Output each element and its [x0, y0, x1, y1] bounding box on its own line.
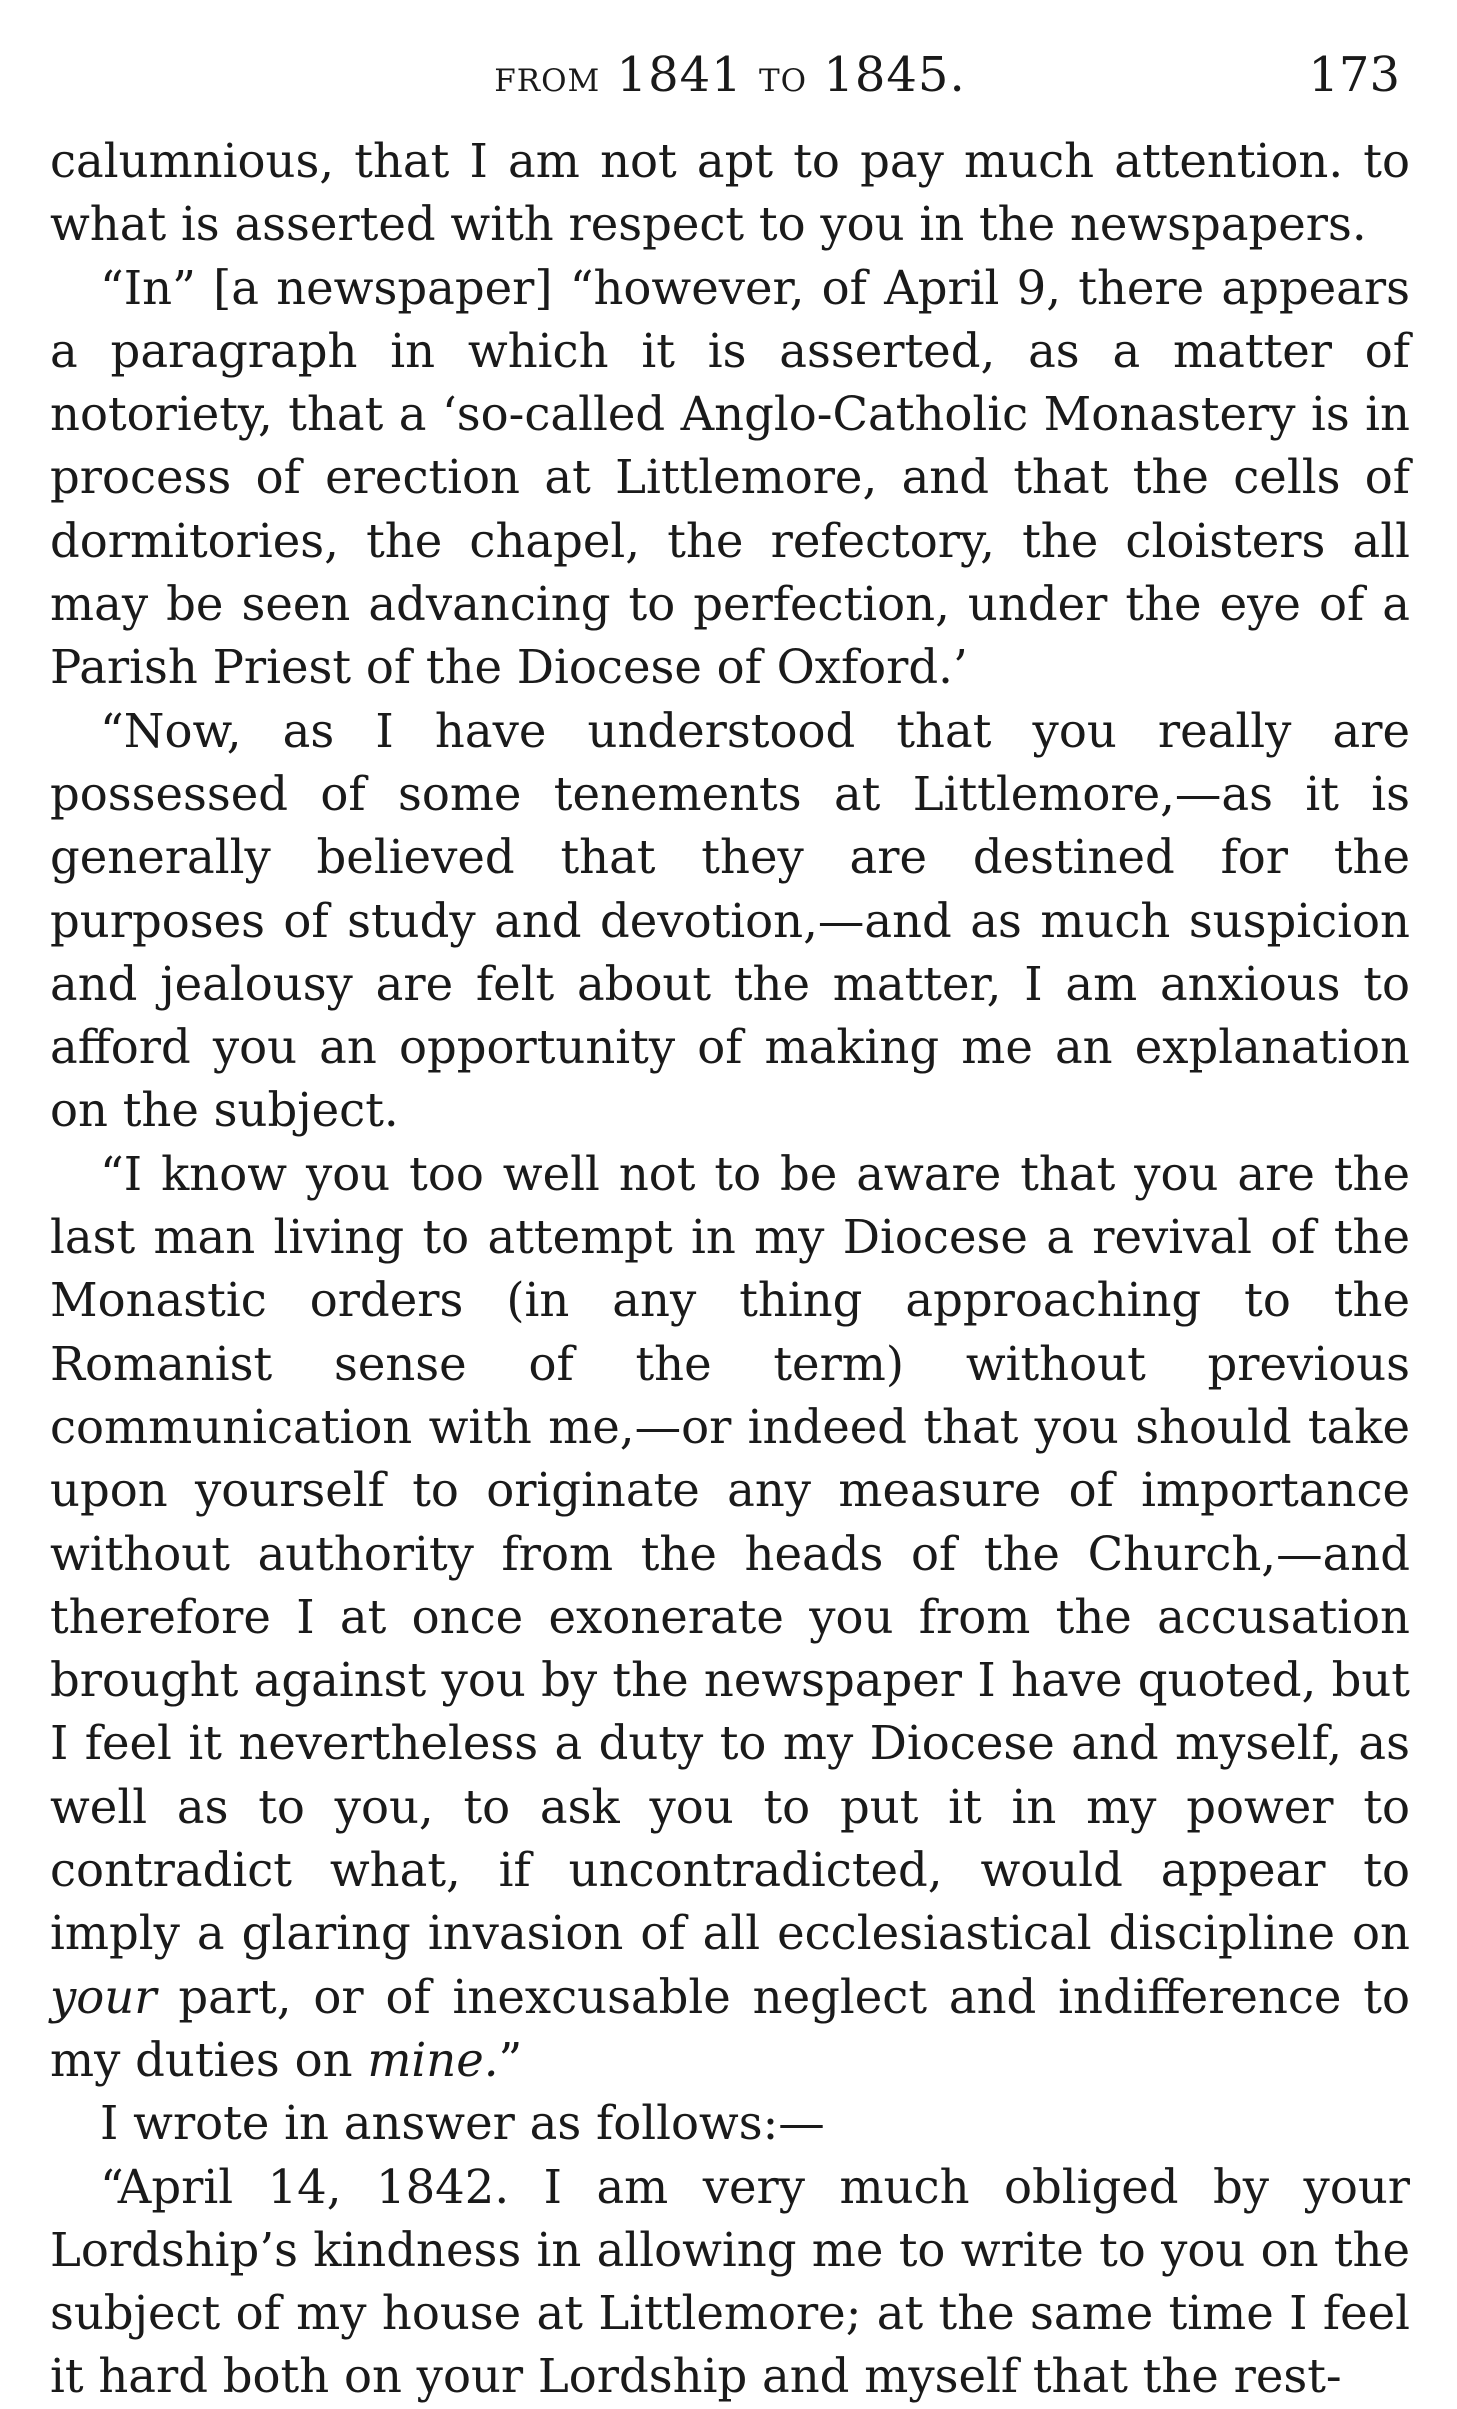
paragraph-p6 — [50, 2156, 1410, 2409]
paragraph-p5 — [50, 2092, 1410, 2155]
italic-text: mine. — [367, 2032, 499, 2087]
running-head-from: from — [494, 51, 601, 102]
text-segment: “April 14, 1842. I am very much obliged by your Lordship’s kindness in allowing me to write to you on the subject of my house at Littlemore; at the same time I feel it hard both on your Lordship and myself that the rest- — [50, 2159, 1410, 2404]
paragraph-p4 — [50, 1143, 1410, 2092]
paragraph-p1 — [50, 130, 1410, 257]
text-segment: I wrote in answer as follows:— — [100, 2096, 825, 2151]
book-page — [50, 40, 1410, 2409]
text-segment: part, or of inexcusable neglect and indifference to my duties on — [50, 1969, 1410, 2087]
italic-text: your — [50, 1969, 157, 2024]
paragraph-p2 — [50, 257, 1410, 700]
text-segment: “I know you too well not to be aware that you are the last man living to attempt in my Diocese a revival of the Monastic orders (in any thing approaching to the Romanist sense of the term) without previous communication with me,—or indeed that you should take upon yourself to originate any measure of importance without authority from the heads of the Church,—and therefore I at once exonerate you from the accusation brought against you by the newspaper I have quoted, but I feel it nevertheless a duty to my Diocese and myself, as well as to you, to ask you to put it in my power to contradict what, if uncontradicted, would appear to imply a glaring invasion of all ecclesiastical discipline on — [50, 1146, 1410, 1961]
text-segment: “Now, as I have understood that you really are possessed of some tenements at Littlemore,—as it is generally believed that they are destined for the purposes of study and devotion,—and as much suspicion and jealousy are felt about the matter, I am anxious to afford you an opportunity of making me an explanation on the subject. — [50, 703, 1410, 1138]
body-text — [50, 130, 1410, 2409]
running-head — [50, 40, 1410, 112]
text-segment: ” — [498, 2032, 523, 2087]
running-head-year-end: 1845. — [823, 47, 966, 103]
running-head-to: to — [758, 51, 808, 102]
text-segment: calumnious, that I am not apt to pay much attention. to what is asserted with respect to you in the newspapers. — [50, 134, 1410, 252]
paragraph-p3 — [50, 700, 1410, 1143]
running-head-year-start: 1841 — [616, 47, 743, 103]
text-segment: “In” [a newspaper] “however, of April 9, there appears a paragraph in which it is asserted, as a matter of notoriety, that a ‘so-called Anglo-Catholic Monastery is in process of erection at Littlemore, and that the cells of dormitories, the chapel, the refectory, the cloisters all may be seen advancing to perfection, under the eye of a Parish Priest of the Diocese of Oxford.’ — [50, 260, 1410, 695]
page-number: 173 — [1308, 47, 1400, 103]
page-header — [50, 40, 1410, 110]
